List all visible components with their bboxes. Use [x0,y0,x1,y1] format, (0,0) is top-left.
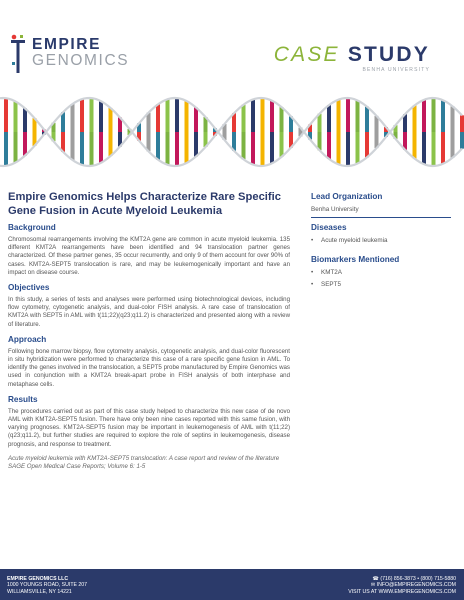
dna-rung [346,98,350,132]
email-icon: ✉ [370,582,377,589]
dna-rung [71,104,75,132]
results-heading: Results [8,394,38,404]
email-link[interactable]: INFO@EMPIREGENOMICS.COM [376,582,456,589]
dna-rung [242,105,246,132]
divider [311,217,451,218]
dna-rung [365,132,369,157]
dna-rung [156,132,160,160]
dna-rung [280,132,284,157]
dna-rung [90,98,94,132]
dna-rung [327,105,331,132]
citation-title: Acute myeloid leukemia with KMT2A-SEPT5 translocation: A case report and review of the literature [8,454,280,462]
dna-rung [327,132,331,159]
article-title: Empire Genomics Helps Characterize Rare Specific Gene Fusion in Acute Myeloid Leukemia [8,191,281,217]
background-text: Chromosomal rearrangements involving the KMT2A gene are common in acute myeloid leukemia. 135 different KMT2A rearrangements have been identified and 94 translocation partner genes characterized. Of these partner genes, 35 occur recurrently, and only 9 of them account for over 90% of cases. KMT2A-SEPT5 translocation is rare, and may be leukemogenically important and have an impact on disease course. [8,236,290,276]
dna-rung [4,98,8,132]
dna-rung [451,106,455,132]
bullet-icon: • [311,281,314,288]
dna-rung [337,100,341,132]
dna-rung [99,132,103,163]
objectives-heading: Objectives [8,283,50,293]
approach-heading: Approach [8,334,47,344]
dna-rung [175,132,179,166]
article-column [8,190,290,472]
biomarkers-heading: Biomarkers Mentioned [311,255,400,264]
dna-rung [109,132,113,156]
dna-rung [261,98,265,132]
dna-rung [185,132,189,163]
dna-rung [356,100,360,132]
dna-rung [432,98,436,132]
dna-rung [156,104,160,132]
website-link[interactable]: VISIT US AT WWW.EMPIREGENOMICS.COM [348,588,456,595]
address-line-1: 1000 YOUNGS ROAD, SUITE 207 [7,582,88,589]
dna-rung [261,132,265,166]
dna-rung [90,132,94,166]
address-line-2: WILLIAMSVILLE, NY 14221 [7,588,72,595]
dna-rung [365,107,369,132]
lead-organization-value: Benha University [311,206,359,213]
lead-organization-heading: Lead Organization [311,192,383,201]
dna-rung [14,101,18,132]
dna-rung [337,132,341,164]
biomarker-item [311,281,451,289]
dna-rung [251,99,255,132]
objectives-text: In this study, a series of tests and analyses were performed using biotechnological devices, including flow cytometry, cytogenetic analysis, and dual-color FISH analysis. A rare case of translocation of KMT2A with SEPT5 in AML with t(11;22)(q23;q11.2) is characterized and presented along with a review of literature. [8,296,290,328]
dna-rung [460,115,464,132]
dna-helix-icon [0,82,464,182]
phone-icon: ☎ [372,576,381,582]
dna-rung [80,132,84,165]
logo-line-1: EMPIRE [32,36,102,53]
empire-genomics-logo [10,34,180,74]
results-text: The procedures carried out as part of this case study helped to characterize this new case of de novo AML with KMT2A-SEPT5 fusion. There have only been nine cases reported with this same fusion, with varying prognoses. KMT2A-SEPT5 fusion may be important in leukemogenesis of AML with t(11;22)(q23;q11.2), but further studies are required to explore the role of septins in leukemogenesis, disease prognosis, and response to treatment. [8,407,290,448]
approach-text: Following bone marrow biopsy, flow cytometry analysis, cytogenetic analysis, and dual-color fluorescent in situ hybridization were performed to characterize this case of a rare specific gene fusion in AML. To identify the genes involved in the translocation, a SEPT5 probe manufactured by Empire Genomics was used in conjunction with a KMT2A break-apart probe in FISH analysis of both interphase and metaphase cells. [8,347,290,388]
dna-rung [413,132,417,159]
logo-mark-icon [10,34,26,74]
diseases-heading: Diseases [311,223,347,232]
bullet-icon: • [311,269,314,276]
dna-strand-a [0,98,462,166]
logo-line-2: GENOMICS [32,52,130,69]
dna-rung [4,132,8,166]
bullet-icon: • [311,237,314,244]
dna-rung [432,132,436,166]
background-heading: Background [8,223,56,232]
dna-rung [251,132,255,165]
footer-contact [348,576,456,595]
disease-label: Acute myeloid leukemia [321,237,388,244]
dna-rung [23,132,27,156]
dna-rung [80,99,84,132]
dna-rung [166,132,170,165]
case-word: CASE [273,43,340,66]
disease-item [311,237,451,245]
dna-rung [441,132,445,164]
dna-rung [356,132,360,164]
dna-rung [23,108,27,132]
study-word: STUDY [347,43,430,66]
dna-rung [270,101,274,132]
dna-rung [422,132,426,164]
dna-rung [166,99,170,132]
university-subtitle: BENHA UNIVERSITY [362,67,430,73]
dna-rung [346,132,350,166]
dna-rung [71,132,75,160]
citation-journal: SAGE Open Medical Case Reports; Volume 6: 1-5 [8,463,146,471]
dna-rung [194,108,198,132]
dna-rung [441,100,445,132]
dna-rung [99,101,103,132]
dna-rung [109,108,113,132]
dna-rung [413,105,417,132]
biomarker-item [311,269,451,277]
dna-rung [242,132,246,159]
case-study-title [274,44,430,66]
biomarker-label: SEPT5 [321,281,341,288]
biomarker-label: KMT2A [321,269,342,276]
dna-rung [270,132,274,163]
footer-address [7,576,87,595]
dna-strand-b [0,98,462,166]
footer [0,569,464,600]
company-name: EMPIRE GENOMICS LLC [7,576,69,582]
phone-numbers: (716) 856-3873 • (800) 715-5880 [380,576,456,582]
dna-rung [451,132,455,158]
citation [8,455,290,472]
dna-rung [175,98,179,132]
dna-rung [194,132,198,156]
dna-rung [14,132,18,163]
sidebar [311,192,451,299]
dna-rung [422,100,426,132]
dna-rung [460,132,464,149]
dna-rung [280,107,284,132]
dna-rung [185,101,189,132]
